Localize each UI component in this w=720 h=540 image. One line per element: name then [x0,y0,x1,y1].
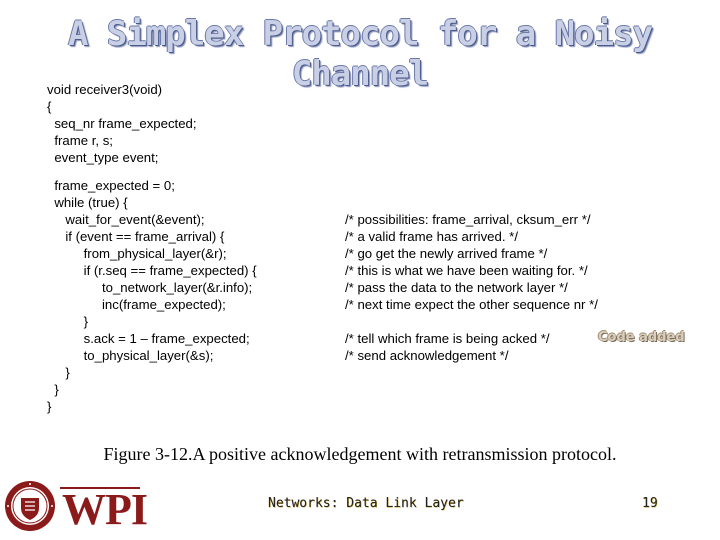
code-line: } [47,314,89,329]
code-line: seq_nr frame_expected; [47,116,197,131]
code-comment: /* send acknowledgement */ [345,348,509,363]
wpi-logo: WPI [62,485,147,534]
code-comment: /* tell which frame is being acked */ [345,331,550,346]
code-line: to_network_layer(&r.info); [47,280,253,295]
figure-caption: Figure 3-12.A positive acknowledgement with retransmission protocol. [103,444,617,464]
code-line: event_type event; [47,150,159,165]
code-line: inc(frame_expected); [47,297,226,312]
code-line: } [47,382,59,397]
code-line: frame_expected = 0; [47,178,175,193]
code-line: while (true) { [47,195,128,210]
code-comment: /* a valid frame has arrived. */ [345,229,518,244]
code-line: frame r, s; [47,133,113,148]
code-line: from_physical_layer(&r); [47,246,227,261]
code-line: void receiver3(void) [47,82,163,97]
code-line: wait_for_event(&event); [47,212,205,227]
code-comment: /* go get the newly arrived frame */ [345,246,548,261]
footer-course-title: Networks: Data Link Layer [268,496,464,511]
code-line: { [47,99,52,114]
code-line: } [47,399,52,414]
code-line: } [47,365,70,380]
code-line: to_physical_layer(&s); [47,348,214,363]
slide-title: A Simplex Protocol for a Noisy Channel [67,14,653,94]
code-added-label: Code added [598,330,685,345]
code-comment: /* next time expect the other sequence nr */ [345,297,598,312]
code-comment: /* this is what we have been waiting for. */ [345,263,588,278]
code-comment: /* pass the data to the network layer */ [345,280,568,295]
wpi-seal-icon [4,480,56,532]
code-line: if (event == frame_arrival) { [47,229,225,244]
code-comment: /* possibilities: frame_arrival, cksum_err */ [345,212,591,227]
code-line: if (r.seq == frame_expected) { [47,263,257,278]
code-line: s.ack = 1 – frame_expected; [47,331,250,346]
page-number: 19 [642,496,658,511]
